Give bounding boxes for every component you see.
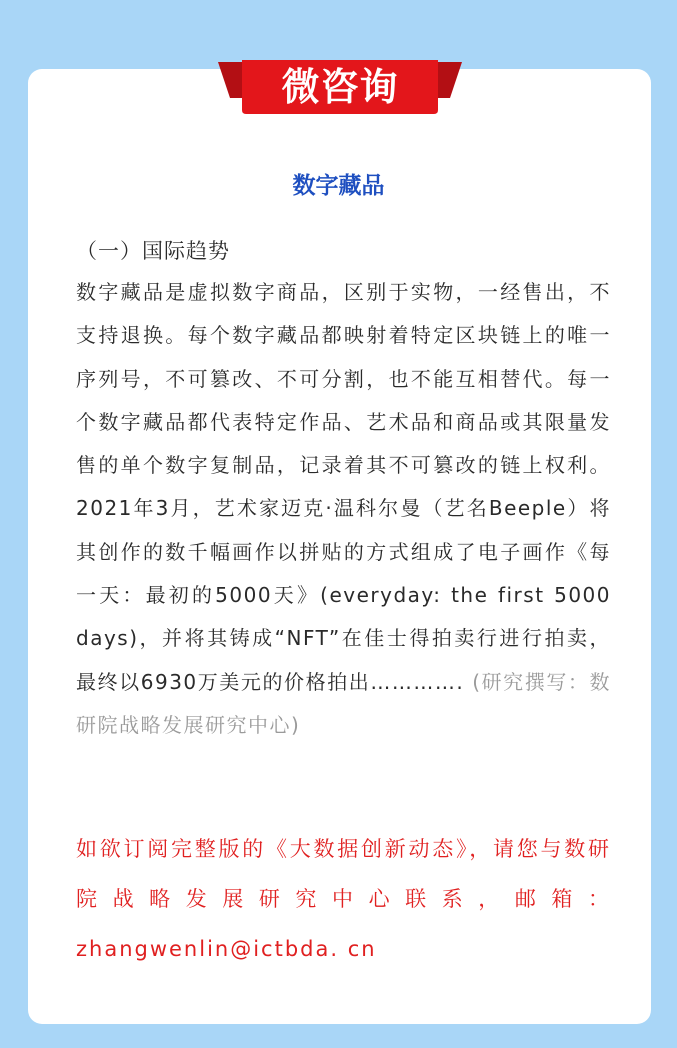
header-ribbon <box>218 58 462 116</box>
section-heading: （一）国际趋势 <box>76 239 230 263</box>
body-paragraph: 数字藏品是虚拟数字商品，区别于实物，一经售出，不支持退换。每个数字藏品都映射着特定区块链上的唯一序列号，不可篡改、不可分割，也不能互相替代。每一个数字藏品都代表特定作品、艺术品和商品或其限量发售的单个数字复制品，记录着其不可篡改的链上权利。2021年3月，艺术家迈克·温科尔曼（艺名Beeple）将其创作的数千幅画作以拼贴的方式组成了电子画作《每一天：最初的5000天》(everyday: the first 5000 days)，并将其铸成“NFT”在佳士得拍卖行进行拍卖，最终以6930万美元的价格拍出…………. <box>76 280 611 694</box>
article-body <box>76 271 611 747</box>
contact-notice: 如欲订阅完整版的《大数据创新动态》，请您与数研院战略发展研究中心联系，邮箱：zhangwenlin@ictbda. cn <box>76 837 611 961</box>
badge-label: 微咨询 <box>281 65 399 109</box>
article-title: 数字藏品 <box>292 173 385 199</box>
source-note: (研究撰写：数研院战略发展研究中心) <box>76 669 611 737</box>
